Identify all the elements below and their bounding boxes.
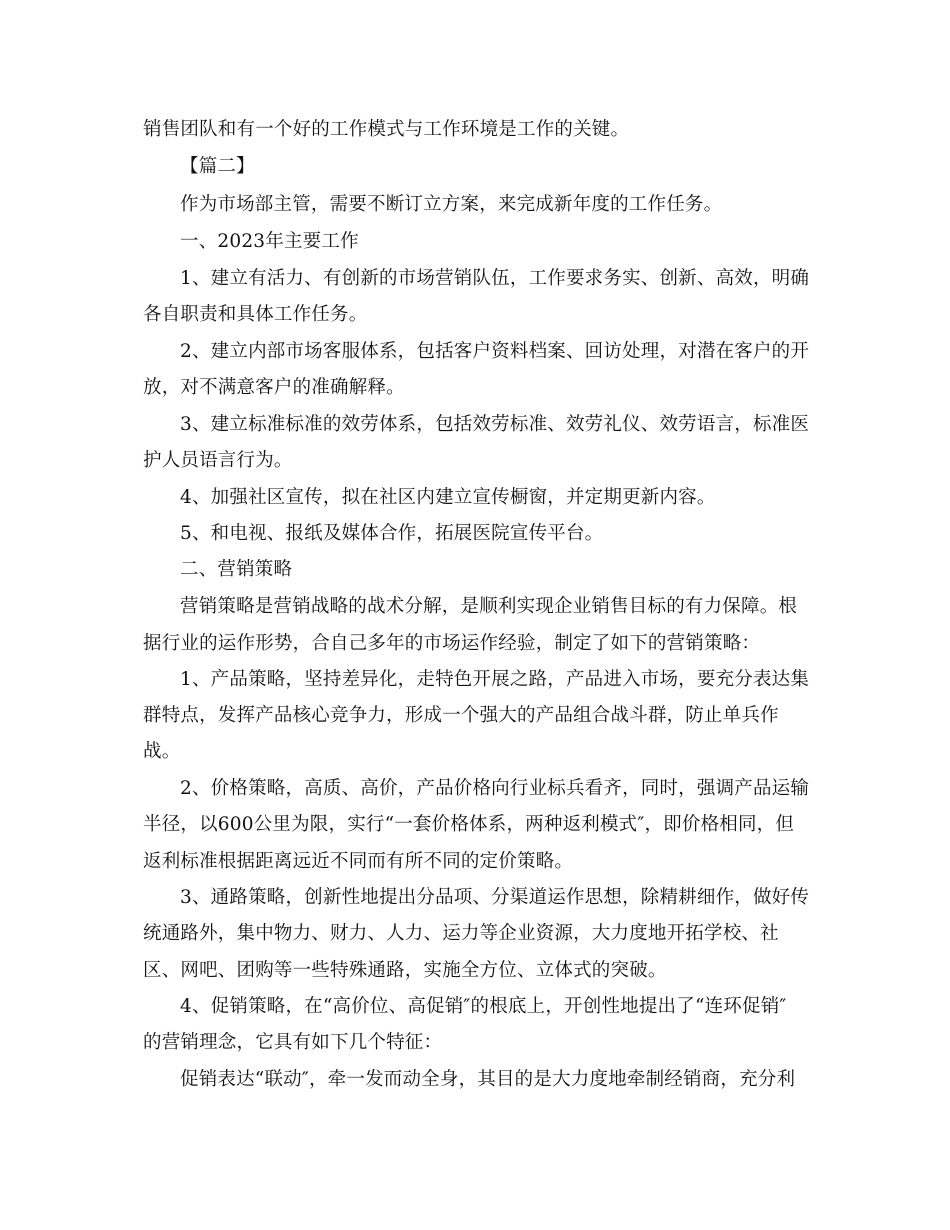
- text-line-7: 2、建立内部市场客服体系，包括客户资料档案、回访处理，对潜在客户的开: [180, 341, 810, 362]
- text-line-24: 区、网吧、团购等一些特殊通路，实施全方位、立体式的突破。: [143, 960, 667, 981]
- text-line-3: 作为市场部主管，需要不断订立方案，来完成新年度的工作任务。: [180, 194, 723, 215]
- text-line-16: 1、产品策略，坚持差异化，走特色开展之路，产品进入市场，要充分表达集: [180, 669, 810, 690]
- text-line-19: 2、价格策略，高质、高价，产品价格向行业标兵看齐，同时，强调产品运输: [180, 778, 810, 799]
- text-line-14: 营销策略是营销战略的战术分解，是顺利实现企业销售目标的有力保障。根: [180, 596, 798, 617]
- text-line-11: 4、加强社区宣传，拟在社区内建立宣传橱窗，并定期更新内容。: [180, 487, 716, 508]
- section-heading-part-two: 【篇二】: [180, 156, 255, 177]
- text-line-5: 1、建立有活力、有创新的市场营销队伍，工作要求务实、创新、高效，明确: [180, 268, 810, 289]
- heading-main-work: 一、2023年主要工作: [180, 231, 359, 252]
- text-line-9: 3、建立标准标准的效劳体系，包括效劳标准、效劳礼仪、效劳语言，标准医: [180, 414, 810, 435]
- text-line-21: 返利标准根据距离远近不同而有所不同的定价策略。: [143, 851, 574, 872]
- text-line-23: 统通路外，集中物力、财力、人力、运力等企业资源，大力度地开拓学校、社: [143, 923, 779, 944]
- text-line-15: 据行业的运作形势，合自己多年的市场运作经验，制定了如下的营销策略：: [143, 633, 761, 654]
- text-line-1: 销售团队和有一个好的工作模式与工作环境是工作的关键。: [143, 119, 630, 140]
- text-line-10: 护人员语言行为。: [143, 450, 293, 471]
- text-line-6: 各自职责和具体工作任务。: [143, 304, 368, 325]
- text-line-20: 半径，以600公里为限，实行“一套价格体系，两种返利模式″，即价格相同，但: [143, 814, 795, 835]
- text-line-17: 群特点，发挥产品核心竞争力，形成一个强大的产品组合战斗群，防止单兵作: [143, 705, 779, 726]
- text-line-25: 4、促销策略，在“高价位、高促销″的根底上，开创性地提出了“连环促销″: [180, 996, 787, 1017]
- text-line-18: 战。: [143, 741, 181, 762]
- text-line-26: 的营销理念，它具有如下几个特征：: [143, 1032, 443, 1053]
- text-line-27: 促销表达“联动″，牵一发而动全身，其目的是大力度地牵制经销商，充分利: [180, 1069, 796, 1090]
- text-line-12: 5、和电视、报纸及媒体合作，拓展医院宣传平台。: [180, 523, 604, 544]
- text-line-8: 放，对不满意客户的准确解释。: [143, 377, 405, 398]
- text-line-22: 3、通路策略，创新性地提出分品项、分渠道运作思想，除精耕细作，做好传: [180, 887, 810, 908]
- heading-marketing-strategy: 二、营销策略: [180, 559, 293, 580]
